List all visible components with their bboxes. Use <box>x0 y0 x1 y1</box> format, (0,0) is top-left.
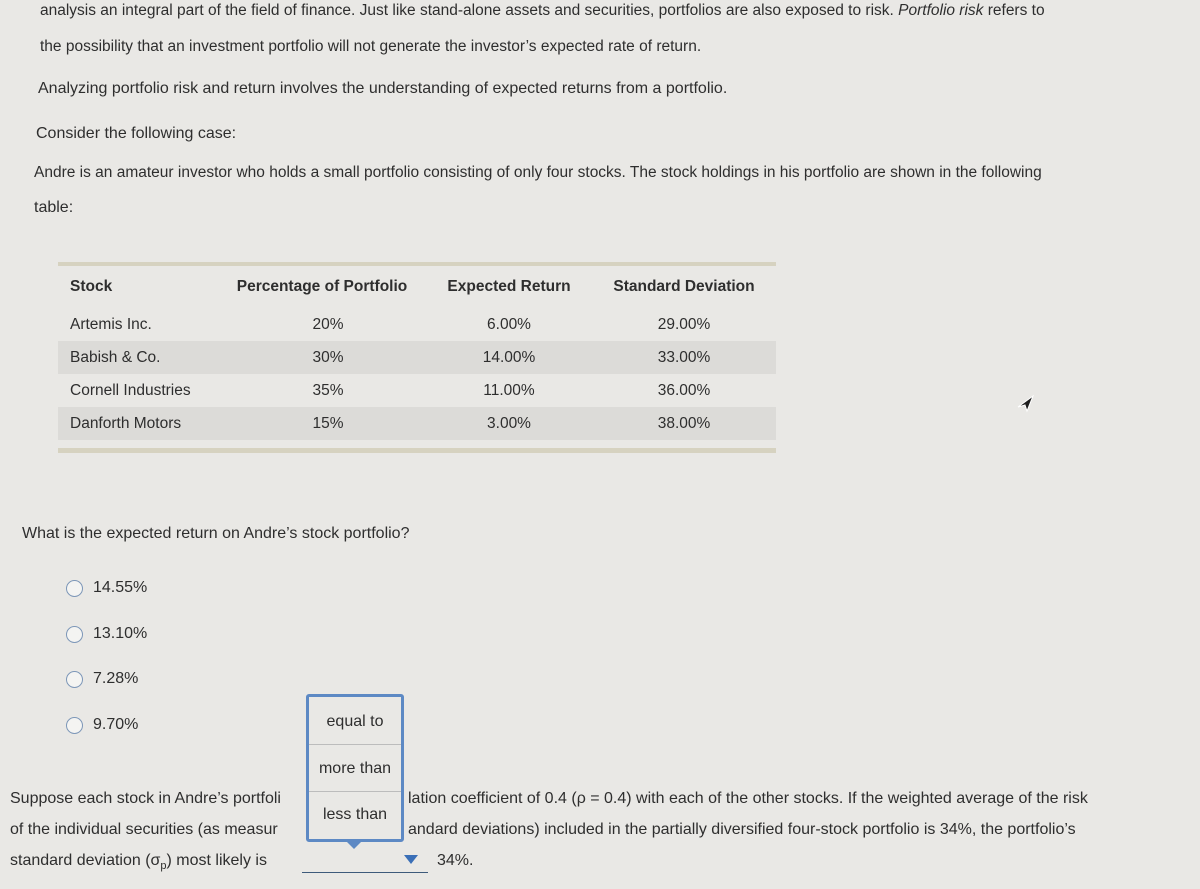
intro-line-2: the possibility that an investment portfolio will not generate the investor’s expected rate of return. <box>40 38 702 55</box>
cell-std-dev: 36.00% <box>657 381 711 399</box>
cell-expected-return: 3.00% <box>487 414 531 432</box>
option-label: 13.10% <box>93 625 148 642</box>
question2-line-2a: of the individual securities (as measur <box>10 821 278 838</box>
dropdown-option-less-than[interactable]: less than <box>322 806 388 823</box>
option-13-10[interactable] <box>66 622 147 646</box>
intro-emphasis: Portfolio risk <box>898 2 984 19</box>
question2-line-2b: andard deviations) included in the partially diversified four-stock portfolio is 34%, the portfolio’s <box>408 821 1076 838</box>
header-percentage: Percentage of Portfolio <box>236 278 408 295</box>
cell-std-dev: 29.00% <box>657 315 711 333</box>
intro-line-4: Consider the following case: <box>36 125 237 142</box>
question2-line-1a: Suppose each stock in Andre’s portfoli <box>10 790 281 807</box>
table-bottom-border <box>58 448 776 453</box>
question2-text: ) most likely is <box>166 852 267 869</box>
question2-line-3 <box>10 852 267 872</box>
option-14-55[interactable] <box>66 576 147 600</box>
table-header-row <box>58 266 776 308</box>
option-label: 9.70% <box>93 716 139 733</box>
option-9-70[interactable] <box>66 713 138 737</box>
dropdown-pointer-icon <box>345 840 363 849</box>
cell-expected-return: 11.00% <box>483 381 535 399</box>
option-label: 7.28% <box>93 670 139 687</box>
intro-line-1 <box>40 2 1045 20</box>
intro-text: refers to <box>983 2 1045 19</box>
header-expected-return: Expected Return <box>447 278 571 295</box>
radio-button[interactable] <box>66 580 83 597</box>
cell-stock: Babish & Co. <box>70 348 161 366</box>
cell-percentage: 20% <box>312 315 344 333</box>
dropdown-option-more-than[interactable]: more than <box>318 760 392 777</box>
cell-percentage: 30% <box>312 348 344 366</box>
intro-text: analysis an integral part of the field of finance. Just like stand-alone assets and securities, portfolios are also exposed to risk. <box>40 2 899 19</box>
intro-line-6: table: <box>34 199 74 216</box>
cell-expected-return: 14.00% <box>482 348 536 366</box>
dropdown-divider <box>309 744 401 745</box>
option-label: 14.55% <box>93 579 148 596</box>
dropdown-divider <box>309 791 401 792</box>
question2-line-1b: lation coefficient of 0.4 (ρ = 0.4) with each of the other stocks. If the weighted average of the risk <box>408 790 1088 807</box>
table-row <box>58 374 776 407</box>
table-row <box>58 407 776 440</box>
dropdown-option-equal-to[interactable]: equal to <box>326 713 384 730</box>
table-row <box>58 308 776 341</box>
cell-stock: Artemis Inc. <box>70 315 152 333</box>
question2-text: standard deviation (σ <box>10 852 161 869</box>
answer-blank[interactable] <box>302 872 428 873</box>
option-7-28[interactable] <box>66 667 138 691</box>
header-stock: Stock <box>70 278 113 295</box>
question-expected-return: What is the expected return on Andre’s stock portfolio? <box>22 525 410 542</box>
sigma-subscript: p <box>160 860 167 873</box>
mouse-cursor-icon <box>1016 393 1036 415</box>
stock-table <box>58 262 776 453</box>
cell-stock: Cornell Industries <box>70 381 191 399</box>
comparison-dropdown[interactable] <box>306 694 404 842</box>
dropdown-caret-icon[interactable] <box>404 855 418 864</box>
cell-expected-return: 6.00% <box>487 315 531 333</box>
cell-percentage: 15% <box>312 414 344 432</box>
intro-line-5: Andre is an amateur investor who holds a small portfolio consisting of only four stocks. The stock holdings in his portfolio are shown in the following <box>34 164 1042 181</box>
intro-line-3: Analyzing portfolio risk and return involves the understanding of expected returns from a portfolio. <box>38 80 728 97</box>
cell-std-dev: 38.00% <box>657 414 711 432</box>
question2-line-3-end: 34%. <box>437 852 474 869</box>
radio-button[interactable] <box>66 626 83 643</box>
cell-percentage: 35% <box>312 381 344 399</box>
table-row <box>58 341 776 374</box>
cell-stock: Danforth Motors <box>70 414 182 432</box>
radio-button[interactable] <box>66 671 83 688</box>
cell-std-dev: 33.00% <box>657 348 711 366</box>
radio-button[interactable] <box>66 717 83 734</box>
header-std-dev: Standard Deviation <box>613 278 755 295</box>
